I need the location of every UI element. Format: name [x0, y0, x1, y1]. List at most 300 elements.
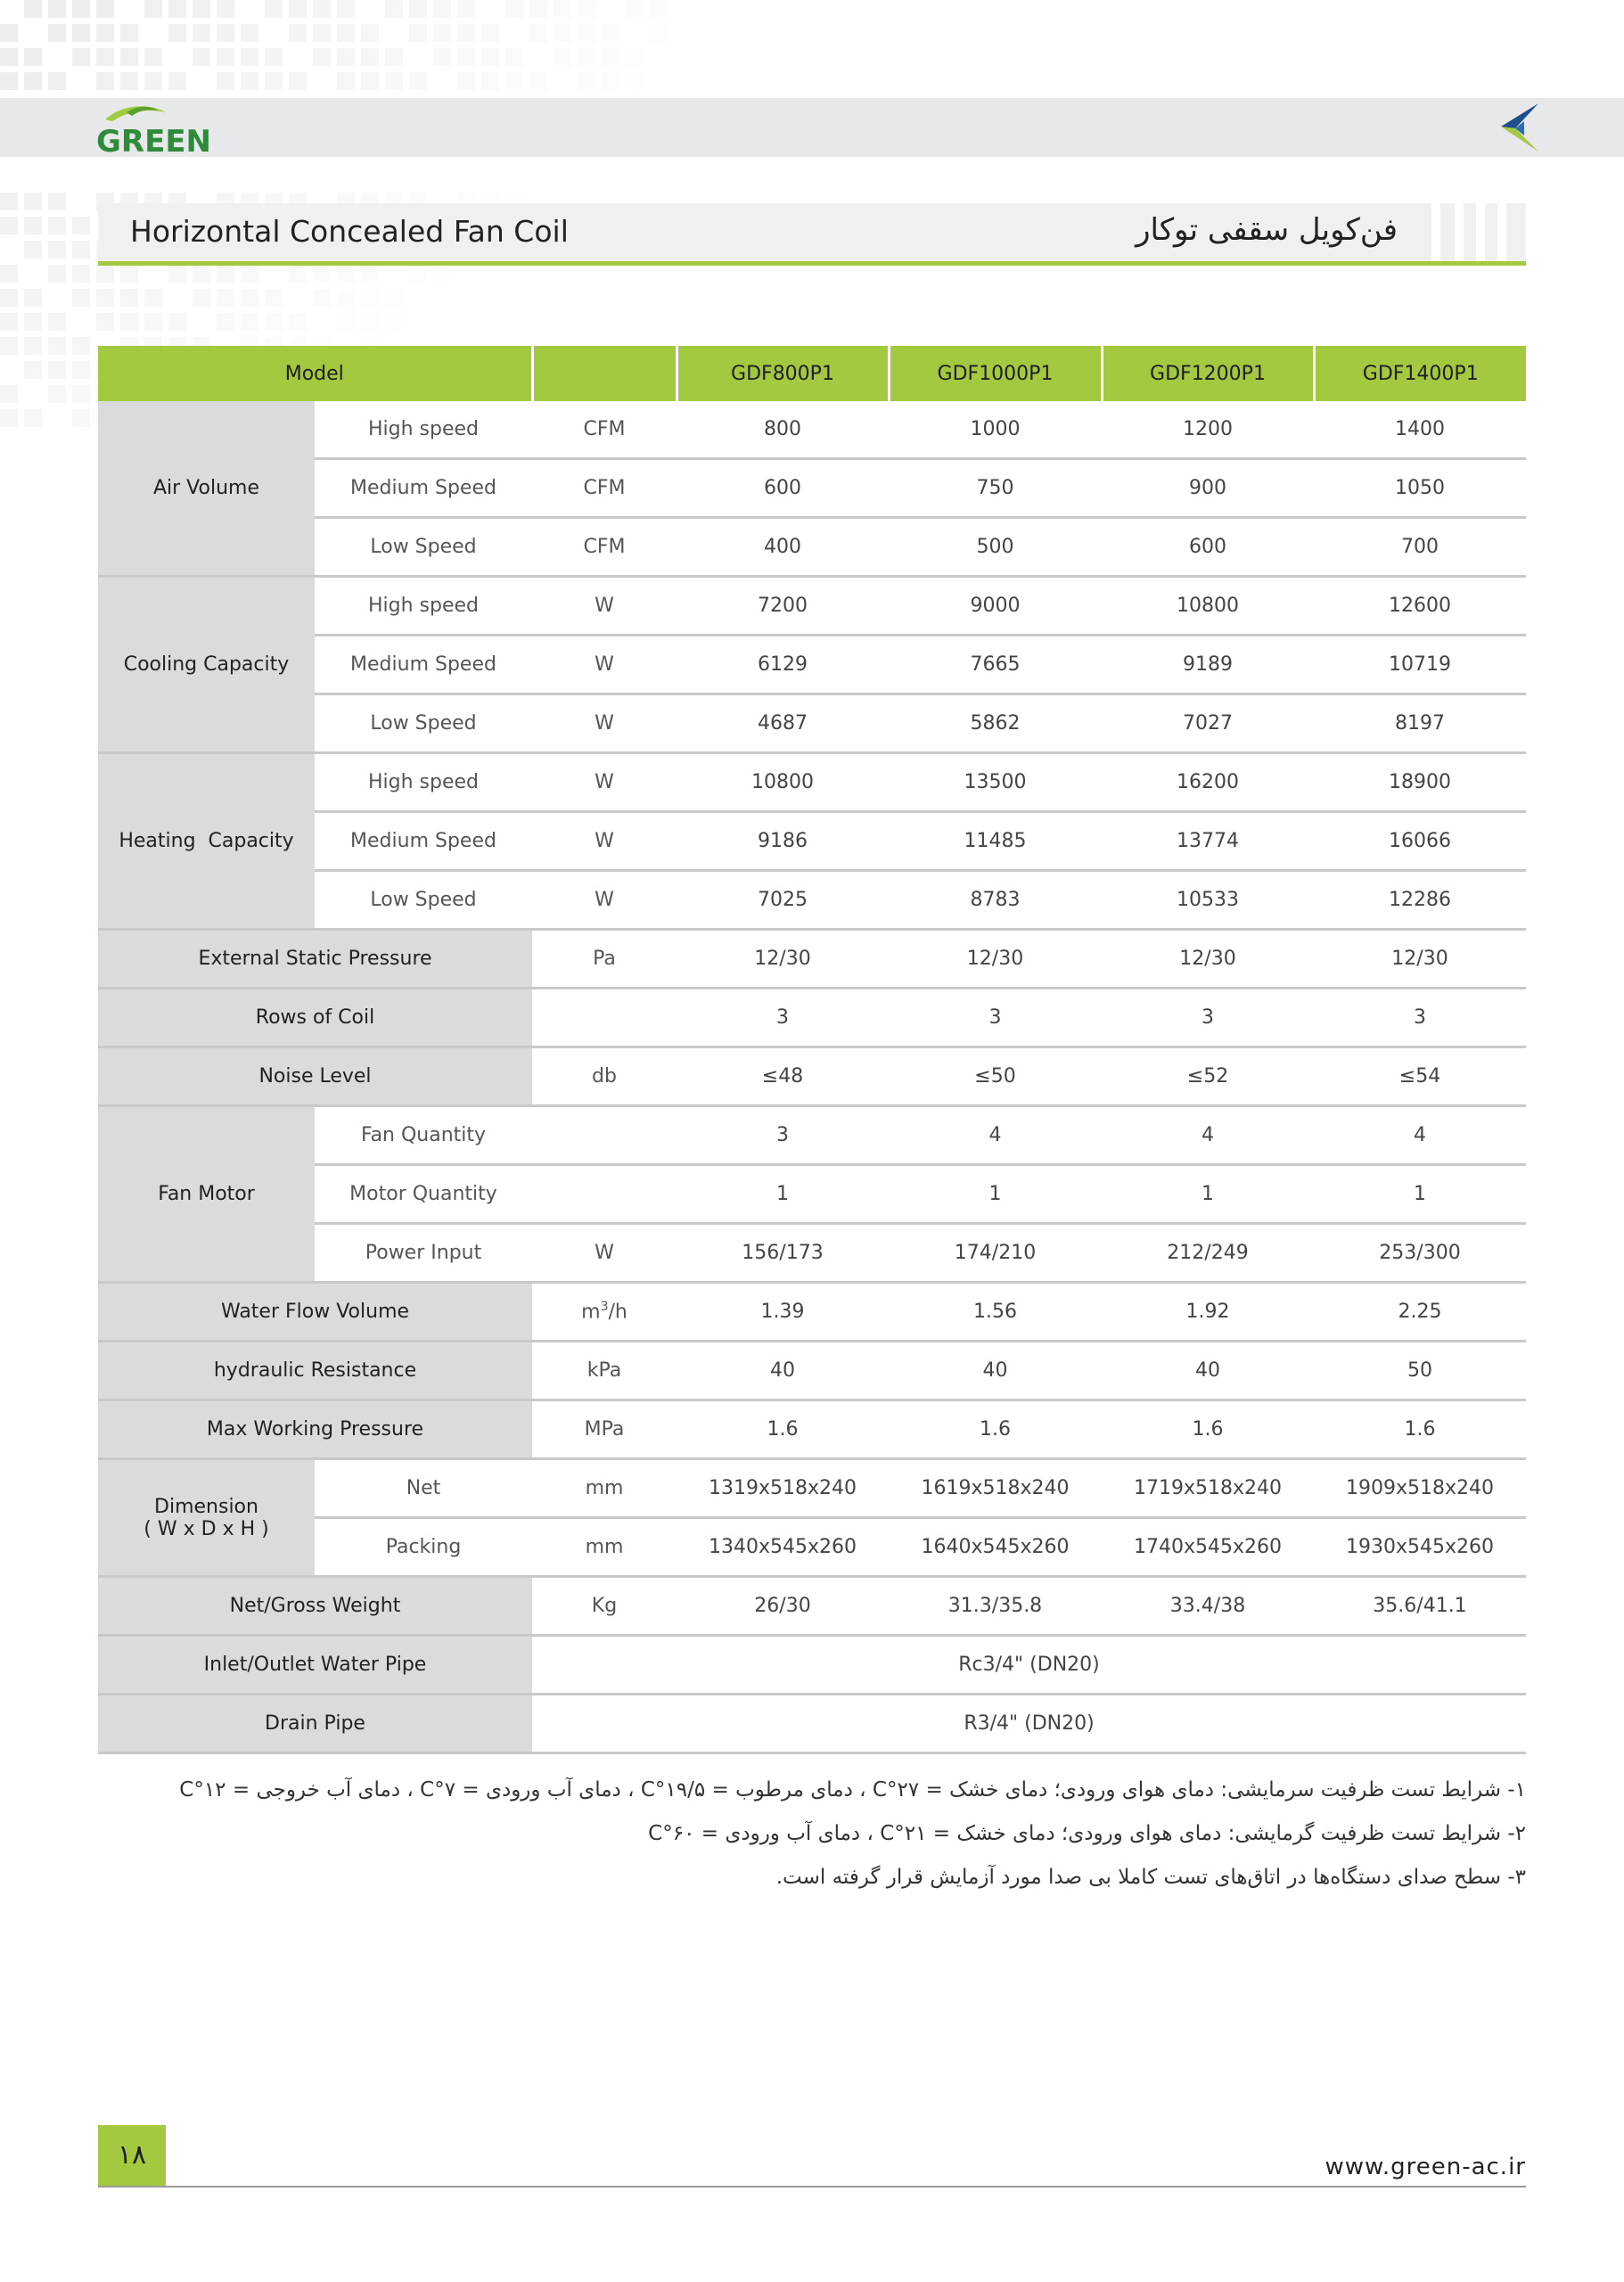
green-logo	[96, 100, 228, 157]
cell-value: 1	[889, 1165, 1102, 1224]
dimension-label	[98, 1459, 315, 1577]
cell-value: 1640x545x260	[889, 1518, 1102, 1577]
decor-tile	[481, 24, 499, 42]
decor-tile	[385, 0, 403, 18]
decor-tile	[457, 48, 475, 66]
cell-value: 1.6	[1102, 1400, 1314, 1459]
row-unit: mm	[532, 1518, 677, 1577]
decor-tile	[96, 48, 114, 66]
decor-tile	[144, 48, 162, 66]
decor-tile	[0, 289, 18, 307]
net-gross-weight-label: Net/Gross Weight	[98, 1577, 532, 1636]
decor-tile	[193, 48, 210, 66]
decor-tile	[48, 241, 66, 259]
decor-tile	[265, 313, 283, 331]
dimension-label-line2: ( W x D x H )	[144, 1517, 269, 1540]
decor-tile	[313, 48, 331, 66]
title-decor-stripes	[1430, 203, 1526, 262]
heating-capacity-label: Heating Capacity	[98, 753, 315, 930]
decor-tile	[433, 48, 451, 66]
cell-value: 1.56	[889, 1283, 1102, 1342]
decor-tile	[265, 0, 283, 18]
cell-value: 1.39	[677, 1283, 889, 1342]
cell-value: 35.6/41.1	[1314, 1577, 1526, 1636]
cell-value: 26/30	[677, 1577, 889, 1636]
cell-value: 174/210	[889, 1224, 1102, 1283]
page-title-persian: فن‌کویل سقفی توکار	[1136, 212, 1398, 248]
decor-tile	[289, 24, 307, 42]
fan-motor-label: Fan Motor	[98, 1106, 315, 1283]
cell-value: 11485	[889, 812, 1102, 871]
unit-superscript: 3	[600, 1300, 609, 1315]
water-pipe-value: Rc3/4" (DN20)	[532, 1636, 1526, 1695]
decor-tile	[361, 24, 379, 42]
table-row	[98, 1342, 1526, 1400]
cooling-capacity-label: Cooling Capacity	[98, 577, 315, 753]
row-label: High speed	[315, 577, 532, 636]
cell-value: 500	[889, 518, 1102, 577]
cell-value: 10800	[677, 753, 889, 812]
cell-value: 1740x545x260	[1102, 1518, 1314, 1577]
decor-tile	[144, 289, 162, 307]
decor-tile	[120, 265, 138, 283]
brand-arrow-icon	[1497, 102, 1540, 153]
decor-tile	[0, 48, 18, 66]
table-row	[98, 1459, 1526, 1518]
row-unit: Pa	[532, 930, 677, 989]
test-condition-notes	[98, 1769, 1526, 1900]
cell-value: 12600	[1314, 577, 1526, 636]
row-unit	[532, 989, 677, 1047]
decor-tile	[602, 48, 619, 66]
decor-tile	[0, 409, 18, 427]
row-label: Power Input	[315, 1224, 532, 1283]
decor-tile	[626, 0, 644, 18]
decor-tile	[0, 193, 18, 210]
row-label: Fan Quantity	[315, 1106, 532, 1165]
cell-value: 16200	[1102, 753, 1314, 812]
decor-tile	[168, 265, 186, 283]
cell-value: 3	[889, 989, 1102, 1047]
decor-tile	[217, 265, 234, 283]
row-label: Net	[315, 1459, 532, 1518]
cell-value: 4687	[677, 694, 889, 753]
decor-tile	[409, 24, 427, 42]
cell-value: 12/30	[889, 930, 1102, 989]
decor-tile	[554, 0, 571, 18]
decor-tile	[48, 361, 66, 379]
row-unit: W	[532, 871, 677, 930]
decor-tile	[433, 0, 451, 18]
decor-tile	[241, 72, 258, 90]
cell-value: 40	[1102, 1342, 1314, 1400]
decor-tile	[0, 337, 18, 355]
decor-tile	[505, 72, 523, 90]
decor-tile	[313, 24, 331, 42]
model-column-header: GDF1200P1	[1102, 346, 1314, 401]
row-unit: W	[532, 636, 677, 694]
row-label: Packing	[315, 1518, 532, 1577]
decor-tile	[457, 24, 475, 42]
table-row	[98, 930, 1526, 989]
decor-tile	[48, 193, 66, 210]
note-line: ۳- سطح صدای دستگاه‌ها در اتاق‌های تست کاملا بی صدا مورد آزمایش قرار گرفته است.	[775, 1866, 1526, 1889]
decor-tile	[120, 313, 138, 331]
decor-tile	[144, 0, 162, 18]
cell-value: 1909x518x240	[1314, 1459, 1526, 1518]
table-header-row	[98, 346, 1526, 401]
decor-tile	[361, 48, 379, 66]
row-unit: MPa	[532, 1400, 677, 1459]
decor-tile	[650, 24, 668, 42]
decor-tile	[241, 313, 258, 331]
cell-value: 1.92	[1102, 1283, 1314, 1342]
decor-tile	[72, 217, 90, 234]
decor-tile	[457, 0, 475, 18]
decor-tile	[144, 72, 162, 90]
decor-tile	[48, 385, 66, 403]
decor-tile	[578, 48, 595, 66]
cell-value: 600	[1102, 518, 1314, 577]
cell-value: 50	[1314, 1342, 1526, 1400]
cell-value: 13774	[1102, 812, 1314, 871]
row-unit	[532, 1106, 677, 1165]
table-row	[98, 1106, 1526, 1165]
table-row	[98, 1283, 1526, 1342]
decor-tile	[48, 24, 66, 42]
footer-divider	[98, 2186, 1526, 2188]
drain-pipe-value: R3/4" (DN20)	[532, 1695, 1526, 1753]
cell-value: 13500	[889, 753, 1102, 812]
table-row	[98, 753, 1526, 812]
cell-value: 3	[1102, 989, 1314, 1047]
decor-tile	[96, 0, 114, 18]
decor-tile	[289, 0, 307, 18]
table-row	[98, 401, 1526, 459]
cell-value: ≤50	[889, 1047, 1102, 1106]
decor-tile	[337, 313, 355, 331]
air-volume-label: Air Volume	[98, 401, 315, 577]
decor-tile	[48, 265, 66, 283]
decor-tile	[578, 24, 595, 42]
cell-value: 10719	[1314, 636, 1526, 694]
decor-tile	[72, 409, 90, 427]
row-unit	[532, 1165, 677, 1224]
decor-tile	[96, 72, 114, 90]
decor-tile	[529, 24, 547, 42]
cell-value: 700	[1314, 518, 1526, 577]
unit-header	[532, 346, 677, 401]
cell-value: 1.6	[677, 1400, 889, 1459]
note-line: ۲- شرایط تست ظرفیت گرمایشی: دمای هوای ورودی؛ دمای خشک = ۲۱°C ، دمای آب ورودی = ۶۰°C	[648, 1822, 1526, 1845]
decor-tile	[48, 72, 66, 90]
dimension-label-line1: Dimension	[154, 1495, 258, 1518]
row-label: Low Speed	[315, 694, 532, 753]
unit-base: m	[581, 1301, 601, 1324]
cell-value: 750	[889, 459, 1102, 518]
decor-tile	[24, 193, 42, 210]
decor-tile	[0, 265, 18, 283]
cell-value: 40	[889, 1342, 1102, 1400]
decor-tile	[24, 217, 42, 234]
decor-tile	[337, 24, 355, 42]
decor-tile	[481, 48, 499, 66]
cell-value: 7025	[677, 871, 889, 930]
cell-value: 1200	[1102, 401, 1314, 459]
decor-tile	[361, 289, 379, 307]
decor-tile	[0, 313, 18, 331]
decor-tile	[265, 48, 283, 66]
cell-value: 12/30	[677, 930, 889, 989]
cell-value: 212/249	[1102, 1224, 1314, 1283]
cell-value: 4	[1314, 1106, 1526, 1165]
row-unit: mm	[532, 1459, 677, 1518]
cell-value: 1.6	[889, 1400, 1102, 1459]
decor-tile	[72, 24, 90, 42]
table-row	[98, 1577, 1526, 1636]
cell-value: 1319x518x240	[677, 1459, 889, 1518]
decor-tile	[217, 48, 234, 66]
cell-value: 900	[1102, 459, 1314, 518]
logo-text: GREEN	[96, 124, 211, 157]
page-title-english: Horizontal Concealed Fan Coil	[130, 214, 569, 249]
row-label: Motor Quantity	[315, 1165, 532, 1224]
cell-value: 31.3/35.8	[889, 1577, 1102, 1636]
decor-tile	[313, 265, 331, 283]
row-unit: CFM	[532, 459, 677, 518]
model-column-header: GDF1400P1	[1314, 346, 1526, 401]
decor-tile	[168, 0, 186, 18]
cell-value: 1	[1102, 1165, 1314, 1224]
decor-tile	[193, 289, 210, 307]
row-unit	[532, 1283, 677, 1342]
cell-value: 1340x545x260	[677, 1518, 889, 1577]
decor-tile	[602, 24, 619, 42]
cell-value: ≤52	[1102, 1047, 1314, 1106]
cell-value: 9186	[677, 812, 889, 871]
model-column-header: GDF1000P1	[889, 346, 1102, 401]
cell-value: 9189	[1102, 636, 1314, 694]
decor-tile	[96, 289, 114, 307]
page-title-bar	[98, 203, 1526, 262]
row-unit: W	[532, 753, 677, 812]
decor-tile	[505, 48, 523, 66]
decor-tile	[361, 265, 379, 283]
decor-tile	[433, 265, 451, 283]
cell-value: 1	[677, 1165, 889, 1224]
cell-value: 7665	[889, 636, 1102, 694]
cell-value: ≤48	[677, 1047, 889, 1106]
decor-tile	[24, 241, 42, 259]
decor-tile	[241, 289, 258, 307]
decor-tile	[72, 241, 90, 259]
specification-table	[98, 346, 1526, 1754]
unit-tail: /h	[608, 1301, 627, 1324]
decor-tile	[385, 48, 403, 66]
decor-tile	[72, 361, 90, 379]
decor-tile	[193, 0, 210, 18]
decor-tile	[72, 385, 90, 403]
model-column-header: GDF800P1	[677, 346, 889, 401]
cell-value: 1.6	[1314, 1400, 1526, 1459]
model-header: Model	[98, 346, 532, 401]
decor-tile	[120, 289, 138, 307]
row-unit: db	[532, 1047, 677, 1106]
decor-tile	[409, 0, 427, 18]
decor-tile	[168, 24, 186, 42]
decor-tile	[650, 0, 668, 18]
decor-tile	[24, 313, 42, 331]
water-pipe-label: Inlet/Outlet Water Pipe	[98, 1636, 532, 1695]
row-unit: W	[532, 577, 677, 636]
decor-tile	[168, 313, 186, 331]
note-line: ۱- شرایط تست ظرفیت سرمایشی: دمای هوای ورودی؛ دمای خشک = ۲۷°C ، دمای مرطوب = ۱۹/۵°C ، دمای آب ورودی = ۷°C ، دمای آب خروجی = ۱۲°C	[179, 1778, 1526, 1802]
decor-tile	[24, 0, 42, 18]
cell-value: 8783	[889, 871, 1102, 930]
decor-tile	[433, 24, 451, 42]
decor-tile	[48, 217, 66, 234]
row-label: Medium Speed	[315, 812, 532, 871]
row-unit: Kg	[532, 1577, 677, 1636]
decor-tile	[96, 313, 114, 331]
table-row	[98, 1636, 1526, 1695]
cell-value: 3	[1314, 989, 1526, 1047]
decor-tile	[505, 0, 523, 18]
decor-tile	[385, 313, 403, 331]
cell-value: 5862	[889, 694, 1102, 753]
decor-tile	[24, 72, 42, 90]
decor-tile	[0, 24, 18, 42]
decor-tile	[265, 289, 283, 307]
decor-tile	[24, 48, 42, 66]
decor-tile	[193, 265, 210, 283]
row-unit: W	[532, 694, 677, 753]
cell-value: 7200	[677, 577, 889, 636]
decor-tile	[313, 0, 331, 18]
decor-tile	[72, 289, 90, 307]
cell-value: 156/173	[677, 1224, 889, 1283]
drain-pipe-label: Drain Pipe	[98, 1695, 532, 1753]
website-url: www.green-ac.ir	[1325, 2154, 1526, 2180]
row-label: Medium Speed	[315, 459, 532, 518]
decor-tile	[289, 72, 307, 90]
table-row	[98, 1695, 1526, 1753]
decor-tile	[24, 289, 42, 307]
decor-tile	[385, 72, 403, 90]
decor-tile	[0, 72, 18, 90]
row-unit: W	[532, 812, 677, 871]
decor-tile	[120, 24, 138, 42]
cell-value: 12/30	[1314, 930, 1526, 989]
cell-value: 16066	[1314, 812, 1526, 871]
row-unit: W	[532, 1224, 677, 1283]
decor-tile	[217, 289, 234, 307]
decor-tile	[337, 72, 355, 90]
decor-tile	[481, 72, 499, 90]
rows-of-coil-label: Rows of Coil	[98, 989, 532, 1047]
top-band	[0, 98, 1624, 157]
decor-tile	[529, 72, 547, 90]
decor-tile	[96, 24, 114, 42]
decor-tile	[554, 48, 571, 66]
cell-value: 12/30	[1102, 930, 1314, 989]
cell-value: 3	[677, 1106, 889, 1165]
cell-value: 9000	[889, 577, 1102, 636]
cell-value: 2.25	[1314, 1283, 1526, 1342]
hydraulic-resistance-label: hydraulic Resistance	[98, 1342, 532, 1400]
decor-tile	[24, 409, 42, 427]
decor-tile	[217, 313, 234, 331]
cell-value: 10800	[1102, 577, 1314, 636]
table-row	[98, 577, 1526, 636]
cell-value: 12286	[1314, 871, 1526, 930]
cell-value: 400	[677, 518, 889, 577]
decor-tile	[409, 265, 427, 283]
cell-value: 800	[677, 401, 889, 459]
cell-value: 6129	[677, 636, 889, 694]
decor-tile	[313, 289, 331, 307]
decor-tile	[96, 265, 114, 283]
cell-value: 7027	[1102, 694, 1314, 753]
decor-tile	[409, 72, 427, 90]
row-label: High speed	[315, 753, 532, 812]
decor-tile	[337, 265, 355, 283]
cell-value: 1930x545x260	[1314, 1518, 1526, 1577]
row-label: Low Speed	[315, 871, 532, 930]
water-flow-volume-label: Water Flow Volume	[98, 1283, 532, 1342]
decor-tile	[217, 0, 234, 18]
row-label: Medium Speed	[315, 636, 532, 694]
decor-tile	[337, 48, 355, 66]
decor-tile	[48, 337, 66, 355]
cell-value: 600	[677, 459, 889, 518]
decor-tile	[265, 72, 283, 90]
decor-tile	[72, 48, 90, 66]
cell-value: 8197	[1314, 694, 1526, 753]
decor-tile	[529, 0, 547, 18]
cell-value: 253/300	[1314, 1224, 1526, 1283]
decor-tile	[385, 289, 403, 307]
decor-tile	[361, 313, 379, 331]
decor-tile	[578, 0, 595, 18]
decor-tile	[72, 337, 90, 355]
decor-tile	[72, 0, 90, 18]
decor-tile	[289, 313, 307, 331]
decor-tile	[0, 385, 18, 403]
decor-tile	[361, 72, 379, 90]
decor-tile	[578, 72, 595, 90]
cell-value: 40	[677, 1342, 889, 1400]
row-unit: CFM	[532, 401, 677, 459]
decor-tile	[337, 289, 355, 307]
cell-value: 4	[1102, 1106, 1314, 1165]
cell-value: 1619x518x240	[889, 1459, 1102, 1518]
cell-value: 33.4/38	[1102, 1577, 1314, 1636]
decor-tile	[241, 48, 258, 66]
cell-value: 4	[889, 1106, 1102, 1165]
decor-tile	[72, 265, 90, 283]
decor-tile	[24, 337, 42, 355]
cell-value: 1400	[1314, 401, 1526, 459]
cell-value: ≤54	[1314, 1047, 1526, 1106]
noise-level-label: Noise Level	[98, 1047, 532, 1106]
decor-tile	[168, 72, 186, 90]
table-row	[98, 1047, 1526, 1106]
decor-tile	[457, 72, 475, 90]
decor-tile	[193, 24, 210, 42]
decor-tile	[120, 72, 138, 90]
decor-tile	[241, 265, 258, 283]
